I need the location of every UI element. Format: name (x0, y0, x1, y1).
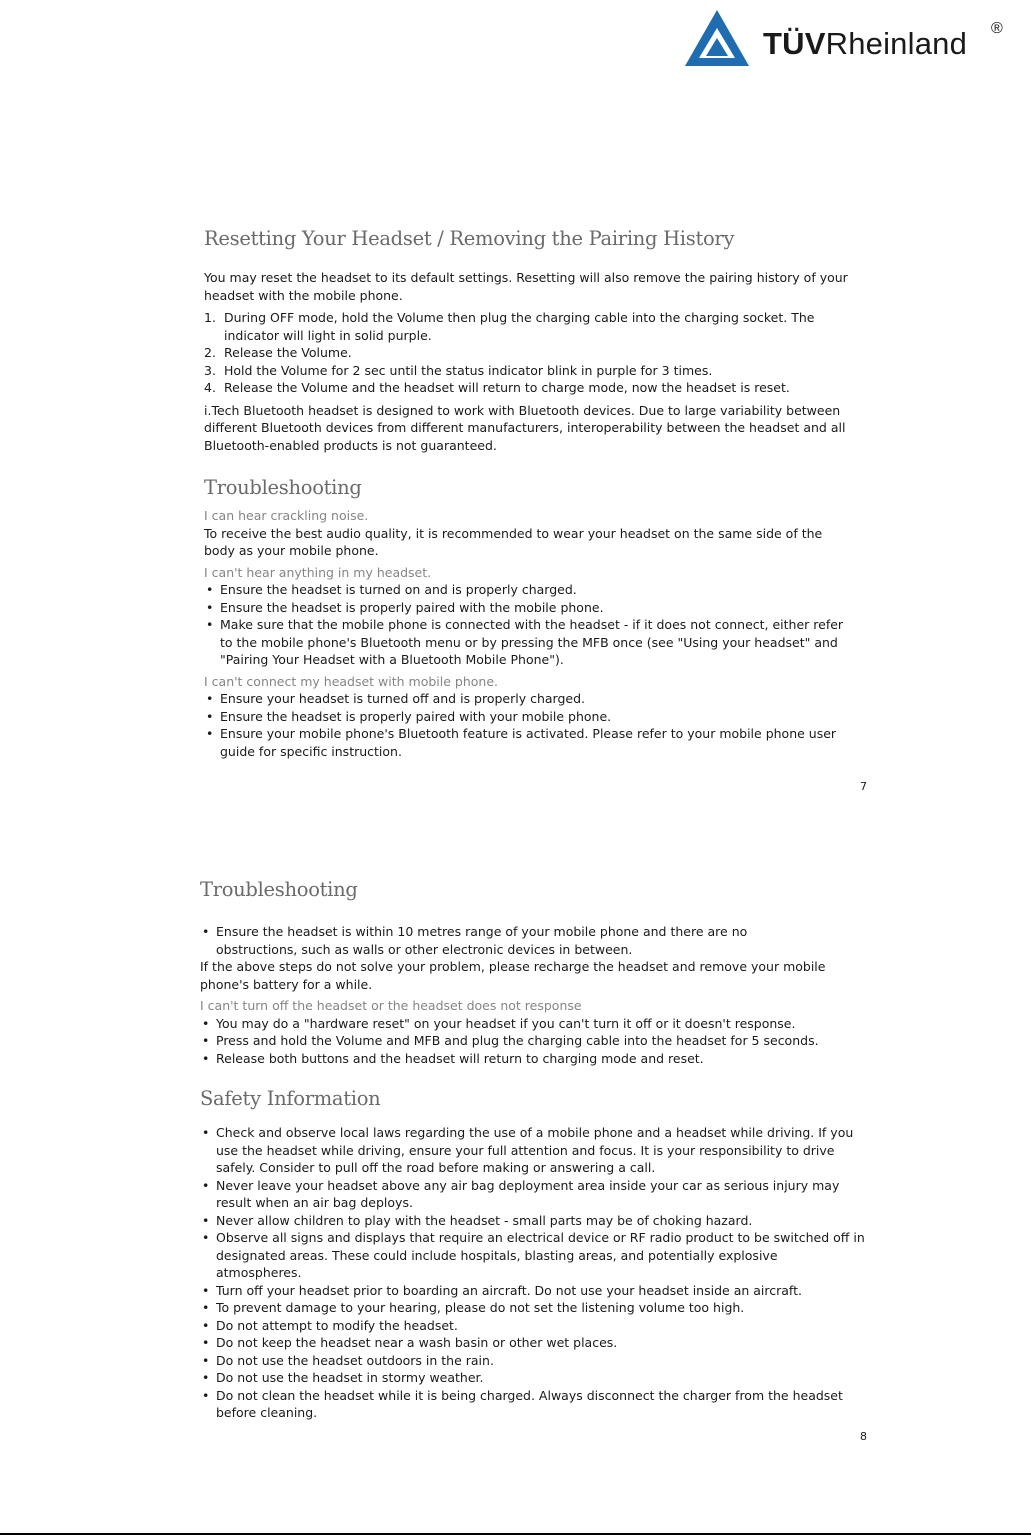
list-item: • Press and hold the Volume and MFB and plug the charging cable into the headset for 5 seconds. (200, 1032, 880, 1050)
section-title-troubleshooting: Troubleshooting (204, 476, 362, 499)
section-title-safety: Safety Information (200, 1087, 381, 1110)
brand-bold: TÜV (763, 26, 826, 61)
list-item: • Do not attempt to modify the headset. (200, 1317, 865, 1335)
tuv-rheinland-logo (683, 8, 1013, 68)
reset-steps (204, 309, 854, 397)
bottom-divider (0, 1533, 1031, 1535)
list-item: • Ensure the headset is properly paired with your mobile phone. (204, 708, 864, 726)
list-item: • Observe all signs and displays that require an electrical device or RF radio product to be switched off in designated areas. These could include hospitals, blasting areas, and potentially explosive atmospheres. (200, 1229, 865, 1282)
triangle-logo-icon (683, 8, 753, 70)
list-item: • Make sure that the mobile phone is connected with the headset - if it does not connect, either refer to the mobile phone's Bluetooth menu or by pressing the MFB once (see "Using your headset" and "Pairing Your Headset with a Bluetooth Mobile Phone"). (204, 616, 844, 669)
list-item: • To prevent damage to your hearing, please do not set the listening volume too high. (200, 1299, 865, 1317)
reset-step: 4. Release the Volume and the headset will return to charge mode, now the headset is reset. (204, 380, 790, 395)
manual-page-7 (204, 227, 884, 760)
section-title-troubleshooting-2: Troubleshooting (200, 878, 358, 901)
page-number-8: 8 (860, 1430, 867, 1443)
page-number-7: 7 (860, 780, 867, 793)
list-item: • Ensure the headset is properly paired with the mobile phone. (204, 599, 844, 617)
hardware-reset-list (200, 1015, 880, 1068)
brand-name (763, 26, 967, 62)
reset-step: 1. During OFF mode, hold the Volume then plug the charging cable into the charging socket. The indicator will light in solid purple. (204, 310, 815, 343)
list-item: • Never leave your headset above any air bag deployment area inside your car as serious injury may result when an air bag deploys. (200, 1177, 865, 1212)
answer-crackling: To receive the best audio quality, it is recommended to wear your headset on the same side of the body as your mobile phone. (204, 525, 823, 558)
compatibility-note: i.Tech Bluetooth headset is designed to work with Bluetooth devices. Due to large variability between different Bluetooth devices from different manufacturers, interoperability between the headset and all Bluetooth-enabled products is not guaranteed. (204, 402, 846, 453)
list-item: • Release both buttons and the headset will return to charging mode and reset. (200, 1050, 880, 1068)
question-cant-connect: I can't connect my headset with mobile phone. (204, 673, 499, 689)
recharge-note: If the above steps do not solve your problem, please recharge the headset and remove your mobile phone's battery for a while. (200, 959, 826, 992)
question-no-sound: I can't hear anything in my headset. (204, 564, 432, 580)
no-sound-list (204, 581, 844, 669)
list-item: • Do not clean the headset while it is being charged. Always disconnect the charger from the headset before cleaning. (200, 1387, 865, 1422)
list-item: • You may do a "hardware reset" on your headset if you can't turn it off or it doesn't response. (200, 1015, 880, 1033)
list-item: • Ensure your headset is turned off and is properly charged. (204, 690, 864, 708)
list-item: • Never allow children to play with the headset - small parts may be of choking hazard. (200, 1212, 865, 1230)
manual-page-8 (200, 878, 880, 1422)
list-item: • Do not use the headset outdoors in the rain. (200, 1352, 865, 1370)
question-cant-turn-off: I can't turn off the headset or the headset does not response (200, 998, 582, 1013)
list-item: • Ensure the headset is within 10 metres range of your mobile phone and there are no obstructions, such as walls or other electronic devices in between. (200, 923, 810, 958)
list-item: • Turn off your headset prior to boarding an aircraft. Do not use your headset inside an aircraft. (200, 1282, 865, 1300)
list-item: • Ensure your mobile phone's Bluetooth feature is activated. Please refer to your mobile phone user guide for specific instruction. (204, 725, 864, 760)
cant-connect-list (204, 690, 864, 760)
section-title-resetting: Resetting Your Headset / Removing the Pairing History (204, 227, 735, 250)
reset-step: 2. Release the Volume. (204, 345, 352, 360)
question-crackling: I can hear crackling noise. (204, 508, 369, 523)
registered-mark: ® (991, 20, 1003, 37)
range-list (200, 923, 810, 958)
list-item: • Ensure the headset is turned on and is properly charged. (204, 581, 844, 599)
reset-intro: You may reset the headset to its default settings. Resetting will also remove the pairing history of your headset with the mobile phone. (204, 270, 848, 303)
list-item: • Do not keep the headset near a wash basin or other wet places. (200, 1334, 865, 1352)
safety-list (200, 1124, 865, 1422)
reset-step: 3. Hold the Volume for 2 sec until the status indicator blink in purple for 3 times. (204, 362, 713, 378)
list-item: • Do not use the headset in stormy weather. (200, 1369, 865, 1387)
list-item: • Check and observe local laws regarding the use of a mobile phone and a headset while driving. If you use the headset while driving, ensure your full attention and focus. It is your responsibility to drive safely. Consider to pull off the road before making or answering a call. (200, 1124, 865, 1177)
brand-rest: Rheinland (825, 26, 968, 61)
